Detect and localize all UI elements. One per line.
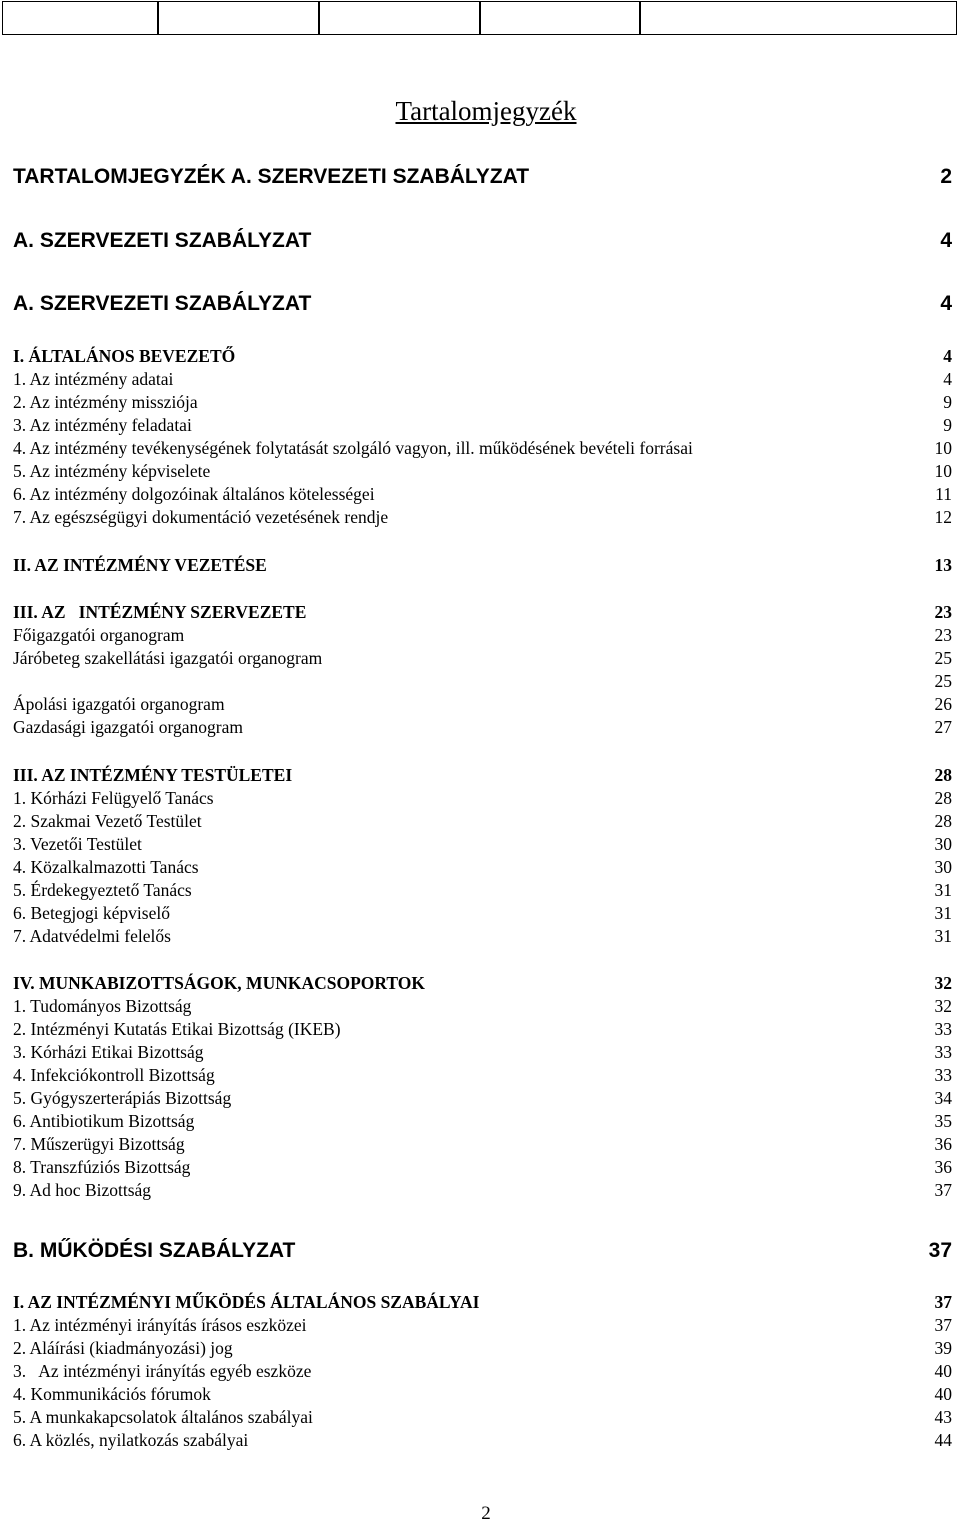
toc-entry[interactable] bbox=[13, 1239, 952, 1263]
toc-entry-title: TARTALOMJEGYZÉK A. SZERVEZETI SZABÁLYZAT bbox=[13, 165, 530, 188]
toc-entry[interactable] bbox=[13, 484, 952, 505]
toc-entry-page: 23 bbox=[934, 625, 952, 645]
toc-entry-page: 33 bbox=[934, 1065, 952, 1085]
toc-entry-page: 28 bbox=[934, 765, 952, 785]
toc-entry-page: 37 bbox=[928, 1239, 952, 1262]
header-box-5 bbox=[640, 1, 957, 35]
toc-entry-title: 3. Kórházi Etikai Bizottság bbox=[13, 1042, 204, 1062]
toc-entry-page: 13 bbox=[934, 555, 952, 575]
toc-entry[interactable] bbox=[13, 973, 952, 994]
toc-entry[interactable] bbox=[13, 1315, 952, 1336]
page-title: Tartalomjegyzék bbox=[395, 96, 577, 126]
toc-entry[interactable] bbox=[13, 292, 952, 316]
toc-entry-title: 2. Aláírási (kiadmányozási) jog bbox=[13, 1338, 233, 1358]
toc-entry-title: 5. Érdekegyeztető Tanács bbox=[13, 880, 192, 900]
toc-entry[interactable] bbox=[13, 555, 952, 576]
toc-entry-page: 23 bbox=[934, 602, 952, 622]
toc-entry[interactable] bbox=[13, 788, 952, 809]
toc-entry-page: 39 bbox=[934, 1338, 952, 1358]
toc-entry-page: 31 bbox=[934, 903, 952, 923]
toc-entry-title: I. ÁLTALÁNOS BEVEZETŐ bbox=[13, 346, 236, 366]
toc-entry-title: I. AZ INTÉZMÉNYI MŰKÖDÉS ÁLTALÁNOS SZABÁLYAI bbox=[13, 1292, 480, 1312]
toc-entry-page: 32 bbox=[934, 973, 952, 993]
toc-entry-page: 37 bbox=[934, 1180, 952, 1200]
toc-entry-page: 30 bbox=[934, 857, 952, 877]
toc-entry-page: 31 bbox=[934, 926, 952, 946]
toc-entry-page: 25 bbox=[934, 671, 952, 691]
toc-entry-title: 5. Az intézmény képviselete bbox=[13, 461, 211, 481]
toc-entry-page: 43 bbox=[934, 1407, 952, 1427]
toc-entry[interactable] bbox=[13, 765, 952, 786]
toc-entry[interactable] bbox=[13, 671, 952, 692]
toc-entry[interactable] bbox=[13, 415, 952, 436]
toc-entry-page: 11 bbox=[935, 484, 952, 504]
toc-entry-page: 25 bbox=[934, 648, 952, 668]
toc-entry-title: Főigazgatói organogram bbox=[13, 625, 185, 645]
toc-entry-page: 10 bbox=[934, 438, 952, 458]
toc-entry[interactable] bbox=[13, 834, 952, 855]
page-number: 2 bbox=[481, 1503, 491, 1524]
toc-entry-title: 2. Intézményi Kutatás Etikai Bizottság (IKEB) bbox=[13, 1019, 341, 1039]
toc-entry-page: 4 bbox=[940, 229, 952, 252]
toc-entry-title: Ápolási igazgatói organogram bbox=[13, 694, 225, 714]
toc-entry-title: 2. Az intézmény missziója bbox=[13, 392, 198, 412]
toc-entry-title: III. AZ INTÉZMÉNY TESTÜLETEI bbox=[13, 765, 293, 785]
toc-entry-page: 28 bbox=[934, 788, 952, 808]
toc-entry-title: 7. Az egészségügyi dokumentáció vezetésének rendje bbox=[13, 507, 389, 527]
toc-entry-page: 12 bbox=[934, 507, 952, 527]
toc-entry[interactable] bbox=[13, 1407, 952, 1428]
toc-entry[interactable] bbox=[13, 1292, 952, 1313]
toc-entry-title: 6. A közlés, nyilatkozás szabályai bbox=[13, 1430, 249, 1450]
toc-entry-title: 6. Betegjogi képviselő bbox=[13, 903, 170, 923]
toc-entry[interactable] bbox=[13, 1111, 952, 1132]
toc-entry[interactable] bbox=[13, 346, 952, 367]
toc-entry[interactable] bbox=[13, 507, 952, 528]
toc-entry-title: 4. Kommunikációs fórumok bbox=[13, 1384, 211, 1404]
toc-entry-title: 3. Az intézményi irányítás egyéb eszköze bbox=[13, 1361, 312, 1381]
toc-entry[interactable] bbox=[13, 229, 952, 253]
toc-entry-page: 37 bbox=[934, 1292, 952, 1312]
toc-entry-page: 37 bbox=[934, 1315, 952, 1335]
toc-entry[interactable] bbox=[13, 717, 952, 738]
toc-entry-title: 3. Az intézmény feladatai bbox=[13, 415, 192, 435]
toc-entry-title: 1. Az intézmény adatai bbox=[13, 369, 174, 389]
toc-entry-page: 34 bbox=[934, 1088, 952, 1108]
toc-entry-page: 36 bbox=[934, 1157, 952, 1177]
header-box-3 bbox=[319, 1, 480, 35]
header-box-1 bbox=[2, 1, 158, 35]
toc-entry[interactable] bbox=[13, 1180, 952, 1201]
toc-entry-page: 32 bbox=[934, 996, 952, 1016]
toc-entry[interactable] bbox=[13, 694, 952, 715]
toc-entry[interactable] bbox=[13, 1157, 952, 1178]
toc-entry[interactable] bbox=[13, 926, 952, 947]
toc-entry-title: 4. Az intézmény tevékenységének folytatását szolgáló vagyon, ill. működésének bevételi forrásai bbox=[13, 438, 693, 458]
toc-entry[interactable] bbox=[13, 1361, 952, 1382]
toc-entry-title: 6. Az intézmény dolgozóinak általános kötelességei bbox=[13, 484, 375, 504]
toc-entry[interactable] bbox=[13, 1065, 952, 1086]
toc-entry-page: 26 bbox=[934, 694, 952, 714]
toc-entry-page: 36 bbox=[934, 1134, 952, 1154]
toc-entry-page: 9 bbox=[943, 392, 952, 412]
toc-entry[interactable] bbox=[13, 857, 952, 878]
toc-entry-page: 10 bbox=[934, 461, 952, 481]
toc-entry-page: 33 bbox=[934, 1019, 952, 1039]
toc-entry-title: B. MŰKÖDÉSI SZABÁLYZAT bbox=[13, 1239, 296, 1262]
toc-entry-title: 5. Gyógyszerterápiás Bizottság bbox=[13, 1088, 232, 1108]
toc-entry-page: 44 bbox=[934, 1430, 952, 1450]
toc-entry-page: 2 bbox=[940, 165, 952, 188]
toc-entry-page: 30 bbox=[934, 834, 952, 854]
toc-entry-title: 1. Az intézményi irányítás írásos eszközei bbox=[13, 1315, 307, 1335]
toc-entry-page: 4 bbox=[943, 369, 952, 389]
toc-entry[interactable] bbox=[13, 1042, 952, 1063]
toc-entry-title: 5. A munkakapcsolatok általános szabályai bbox=[13, 1407, 313, 1427]
toc-entry-title: 7. Műszerügyi Bizottság bbox=[13, 1134, 185, 1154]
toc-entry-title: Gazdasági igazgatói organogram bbox=[13, 717, 244, 737]
toc-entry-title: 4. Infekciókontroll Bizottság bbox=[13, 1065, 215, 1085]
toc-entry-title: 6. Antibiotikum Bizottság bbox=[13, 1111, 195, 1131]
toc-entry[interactable] bbox=[13, 1384, 952, 1405]
toc-entry-title: II. AZ INTÉZMÉNY VEZETÉSE bbox=[13, 555, 267, 575]
toc-entry[interactable] bbox=[13, 996, 952, 1017]
toc-entry[interactable] bbox=[13, 602, 952, 623]
toc-entry[interactable] bbox=[13, 811, 952, 832]
toc-entry[interactable] bbox=[13, 880, 952, 901]
header-boxes bbox=[0, 1, 960, 37]
toc-entry[interactable] bbox=[13, 648, 952, 669]
toc-entry[interactable] bbox=[13, 1134, 952, 1155]
toc-entry-title: 1. Tudományos Bizottság bbox=[13, 996, 192, 1016]
toc-entry-title: III. AZ INTÉZMÉNY SZERVEZETE bbox=[13, 602, 307, 622]
toc-entry[interactable] bbox=[13, 903, 952, 924]
toc-entry-title: 8. Transzfúziós Bizottság bbox=[13, 1157, 191, 1177]
toc-entry[interactable] bbox=[13, 369, 952, 390]
header-box-4 bbox=[480, 1, 640, 35]
toc-entry[interactable] bbox=[13, 461, 952, 482]
toc-entry-page: 33 bbox=[934, 1042, 952, 1062]
toc-entry-page: 4 bbox=[940, 292, 952, 315]
header-box-2 bbox=[158, 1, 319, 35]
toc-entry-page: 40 bbox=[934, 1384, 952, 1404]
toc-entry-title: A. SZERVEZETI SZABÁLYZAT bbox=[13, 292, 312, 315]
toc-entry-page: 9 bbox=[943, 415, 952, 435]
toc-entry[interactable] bbox=[13, 392, 952, 413]
toc-entry-page: 40 bbox=[934, 1361, 952, 1381]
toc-entry-title: 9. Ad hoc Bizottság bbox=[13, 1180, 152, 1200]
toc-entry-title: IV. MUNKABIZOTTSÁGOK, MUNKACSOPORTOK bbox=[13, 973, 425, 993]
toc-entry-page: 35 bbox=[934, 1111, 952, 1131]
toc-entry[interactable] bbox=[13, 1338, 952, 1359]
toc-entry-page: 4 bbox=[943, 346, 952, 366]
toc-entry-title: 1. Kórházi Felügyelő Tanács bbox=[13, 788, 214, 808]
toc-entry-title: 4. Közalkalmazotti Tanács bbox=[13, 857, 199, 877]
toc-entry[interactable] bbox=[13, 1430, 952, 1451]
toc-entry-page: 31 bbox=[934, 880, 952, 900]
toc-entry[interactable] bbox=[13, 1088, 952, 1109]
toc-entry[interactable] bbox=[13, 1019, 952, 1040]
toc-entry[interactable] bbox=[13, 625, 952, 646]
toc-entry-title: Járóbeteg szakellátási igazgatói organogram bbox=[13, 648, 323, 668]
toc-entry-title: 2. Szakmai Vezető Testület bbox=[13, 811, 202, 831]
toc-entry-title: A. SZERVEZETI SZABÁLYZAT bbox=[13, 229, 312, 252]
toc-entry-title: 7. Adatvédelmi felelős bbox=[13, 926, 171, 946]
toc-entry-page: 28 bbox=[934, 811, 952, 831]
toc-entry-page: 27 bbox=[934, 717, 952, 737]
toc-entry[interactable] bbox=[13, 165, 952, 189]
toc-entry[interactable] bbox=[13, 438, 952, 459]
toc-entry-title: 3. Vezetői Testület bbox=[13, 834, 142, 854]
